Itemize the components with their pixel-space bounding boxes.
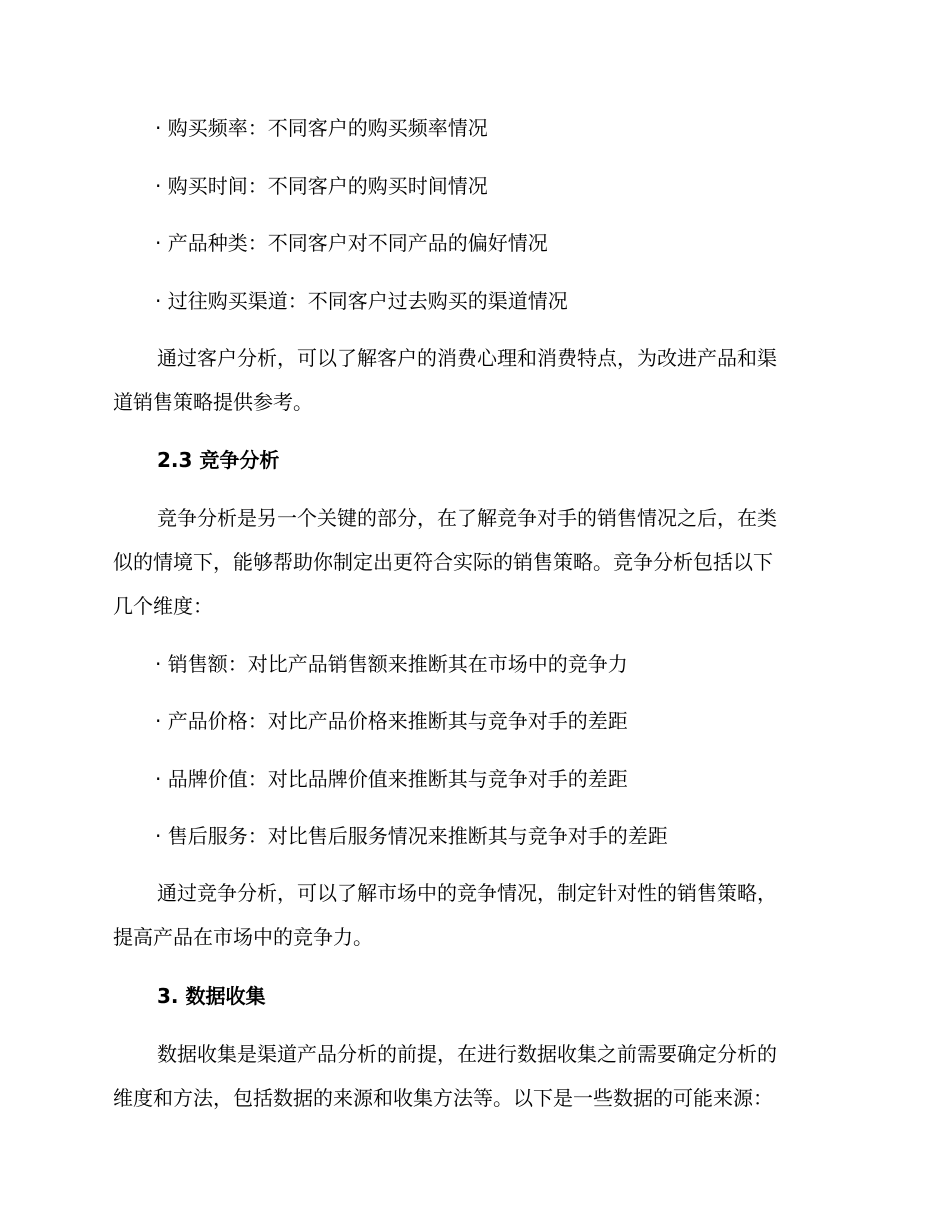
paragraph-competition-summary bbox=[113, 871, 833, 959]
bullet-sales-volume: · 销售额：对比产品销售额来推断其在市场中的竞争力 bbox=[155, 652, 628, 676]
paragraph-line: 提高产品在市场中的竞争力。 bbox=[113, 925, 373, 949]
bullet-brand-value: · 品牌价值：对比品牌价值来推断其与竞争对手的差距 bbox=[155, 767, 628, 791]
bullet-purchase-frequency: · 购买频率：不同客户的购买频率情况 bbox=[155, 116, 488, 140]
paragraph-line: 通过客户分析，可以了解客户的消费心理和消费特点，为改进产品和渠 bbox=[157, 346, 777, 370]
paragraph-line: 维度和方法，包括数据的来源和收集方法等。以下是一些数据的可能来源： bbox=[113, 1086, 773, 1110]
paragraph-line: 通过竞争分析，可以了解市场中的竞争情况，制定针对性的销售策略， bbox=[157, 881, 777, 905]
paragraph-data-collection-intro bbox=[113, 1032, 833, 1120]
paragraph-line: 数据收集是渠道产品分析的前提，在进行数据收集之前需要确定分析的 bbox=[157, 1042, 777, 1066]
bullet-after-sales: · 售后服务：对比售后服务情况来推断其与竞争对手的差距 bbox=[155, 824, 668, 848]
section-heading-2-3: 2.3 竞争分析 bbox=[157, 448, 280, 472]
bullet-past-channel: · 过往购买渠道：不同客户过去购买的渠道情况 bbox=[155, 289, 568, 313]
bullet-product-price: · 产品价格：对比产品价格来推断其与竞争对手的差距 bbox=[155, 709, 628, 733]
paragraph-competition-intro bbox=[113, 496, 833, 628]
paragraph-line: 竞争分析是另一个关键的部分，在了解竞争对手的销售情况之后，在类 bbox=[157, 506, 777, 530]
paragraph-line: 道销售策略提供参考。 bbox=[113, 390, 313, 414]
paragraph-customer-analysis-summary bbox=[113, 336, 833, 424]
paragraph-line: 似的情境下，能够帮助你制定出更符合实际的销售策略。竞争分析包括以下 bbox=[113, 550, 773, 574]
bullet-purchase-time: · 购买时间：不同客户的购买时间情况 bbox=[155, 174, 488, 198]
section-heading-3: 3. 数据收集 bbox=[157, 984, 266, 1008]
bullet-product-category: · 产品种类：不同客户对不同产品的偏好情况 bbox=[155, 231, 548, 255]
paragraph-line: 几个维度： bbox=[113, 594, 213, 618]
